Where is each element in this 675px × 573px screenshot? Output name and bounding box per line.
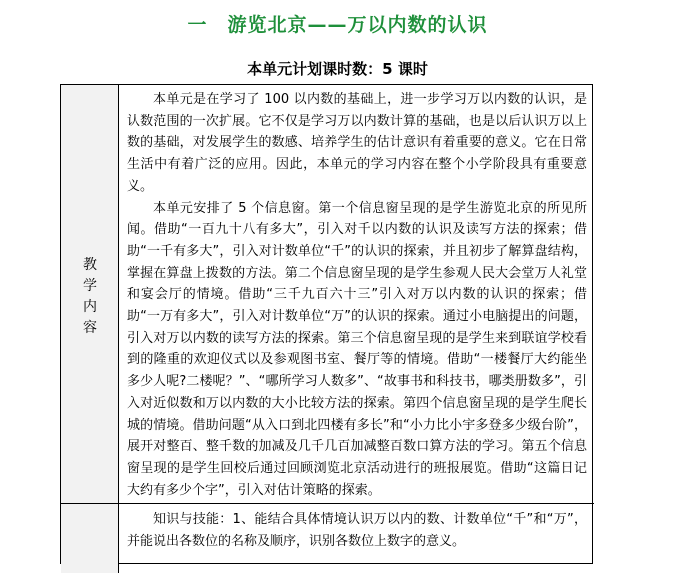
unit-title: 一 游览北京——万以内数的认识 [187, 14, 488, 36]
planned-lessons: 本单元计划课时数：5 课时 [247, 60, 428, 78]
row-label-teaching-content [61, 255, 119, 339]
content-paragraph: 本单元安排了 5 个信息窗。第一个信息窗呈现的是学生游览北京的所见所闻。借助“一百九十八有多大”，引入对千以内数的认识及读写方法的探索；借助“一千有多大”，引入对计数单位“千”的认识的探索，并且初步了解算盘结构，掌握在算盘上拨数的方法。第二个信息窗呈现的是学生参观人民大会堂万人礼堂和宴会厅的情境。借助“三千九百六十三”引入对万以内数的认识的探索；借助“一万有多大”，引入对计数单位“万”的认识的探索。通过小电脑提出的问题，引入对万以内数的读写方法的探索。第三个信息窗呈现的是学生来到联谊学校看到的隆重的欢迎仪式以及参观图书室、餐厅等的情境。借助“一楼餐厅大约能坐多少人呢?二楼呢？”、“哪所学习人数多”、“故事书和科技书，哪类册数多”，引入对近似数和万以内数的大小比较方法的探索。第四个信息窗呈现的是学生爬长城的情境。借助问题“从入口到北四楼有多长”和“小力比小宇多登多少级台阶”，展开对整百、整千数的加减及几千几百加减整百数口算方法的学习。第五个信息窗呈现的是学生回校后通过回顾浏览北京活动进行的班报展览。借助“这篇日记大约有多少个字”，引入对估计策略的探索。 [127, 200, 587, 498]
objectives-paragraph: 知识与技能：1、能结合具体情境认识万以内的数、计数单位“千”和“万”，并能说出各数位的名称及顺序，识别各数位上数字的意义。 [127, 512, 587, 549]
objectives-cell [127, 509, 587, 552]
row-label-cell-2 [61, 503, 119, 573]
lesson-plan-table [60, 84, 593, 564]
teaching-content-cell [127, 89, 587, 501]
row-label-cell [61, 85, 119, 503]
content-paragraph: 本单元是在学习了 100 以内数的基础上，进一步学习万以内数的认识，是认数范围的一次扩展。它不仅是学习万以内数计算的基础，也是以后认识万以上数的基础，对发展学生的数感、培养学生的估计意识有着重要的意义。它在日常生活中有着广泛的应用。因此，本单元的学习内容在整个小学阶段具有重要意义。 [127, 92, 587, 194]
row-divider [119, 503, 594, 504]
row-label-text: 教学内容 [83, 257, 97, 336]
